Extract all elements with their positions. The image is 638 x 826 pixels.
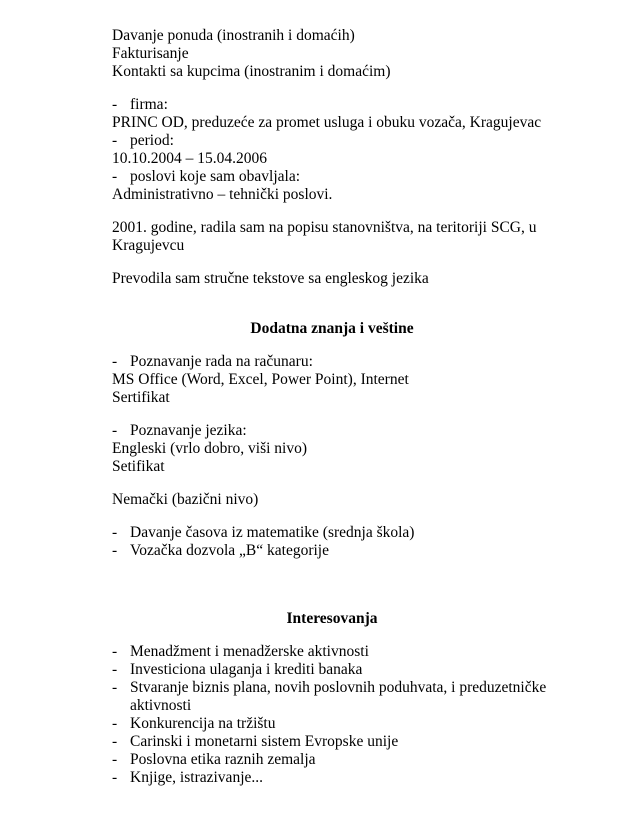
english-cert: Setifikat <box>112 458 165 475</box>
duty-line: Fakturisanje <box>112 45 189 62</box>
computer-label: Poznavanje rada na računaru: <box>130 353 313 370</box>
dash-marker: - <box>112 168 118 185</box>
skill-extra-text: Vozačka dozvola „B“ kategorije <box>130 542 329 559</box>
german-level: Nemački (bazični nivo) <box>112 491 259 508</box>
interest-text: Menadžment i menadžerske aktivnosti <box>130 643 369 660</box>
document-page <box>112 27 612 787</box>
spacer <box>112 407 612 422</box>
dash-marker: - <box>112 96 118 113</box>
list-item <box>112 715 612 733</box>
spacer <box>112 476 612 491</box>
list-item <box>112 643 612 661</box>
computer-label-item <box>112 353 612 371</box>
firma-value: PRINC OD, preduzeće za promet usluga i obuku vozača, Kragujevac <box>112 114 542 131</box>
dash-marker: - <box>112 715 118 732</box>
period-label: period: <box>130 132 174 149</box>
dash-marker: - <box>112 542 118 559</box>
list-item <box>112 733 612 751</box>
section-title-interests: Interesovanja <box>286 610 378 627</box>
interest-text: Stvaranje biznis plana, novih poslovnih poduhvata, i preduzetničke aktivnosti <box>130 679 547 714</box>
dash-marker: - <box>112 524 118 541</box>
dash-marker: - <box>112 769 118 786</box>
interest-text: Carinski i monetarni sistem Evropske unije <box>130 733 399 750</box>
period-label-item <box>112 132 612 150</box>
dash-marker: - <box>112 422 118 439</box>
spacer <box>112 509 612 524</box>
spacer <box>112 204 612 219</box>
english-level: Engleski (vrlo dobro, viši nivo) <box>112 440 308 457</box>
interest-text: Konkurencija na tržištu <box>130 715 276 732</box>
list-item <box>112 769 612 787</box>
list-item <box>112 751 612 769</box>
computer-cert: Sertifikat <box>112 389 170 406</box>
interest-text: Poslovna etika raznih zemalja <box>130 751 316 768</box>
poslovi-label: poslovi koje sam obavljala: <box>130 168 301 185</box>
dash-marker: - <box>112 679 118 696</box>
dash-marker: - <box>112 751 118 768</box>
firma-label: firma: <box>130 96 168 113</box>
spacer <box>112 288 612 320</box>
translation-line: Prevodila sam stručne tekstove sa engleskog jezika <box>112 270 429 287</box>
firma-label-item <box>112 96 612 114</box>
spacer <box>112 81 612 96</box>
section-title-skills: Dodatna znanja i veštine <box>250 320 414 337</box>
list-item <box>112 661 612 679</box>
interest-text: Knjige, istrazivanje... <box>130 769 263 786</box>
list-item <box>112 542 612 560</box>
census-line: 2001. godine, radila sam na popisu stanovništva, na teritoriji SCG, u <box>112 219 537 236</box>
skill-extra-text: Davanje časova iz matematike (srednja škola) <box>130 524 415 541</box>
census-line: Kragujevcu <box>112 237 185 254</box>
dash-marker: - <box>112 643 118 660</box>
duty-line: Davanje ponuda (inostranih i domaćih) <box>112 27 355 44</box>
poslovi-label-item <box>112 168 612 186</box>
poslovi-value: Administrativno – tehnički poslovi. <box>112 186 333 203</box>
computer-value: MS Office (Word, Excel, Power Point), Internet <box>112 371 409 388</box>
duty-line: Kontakti sa kupcima (inostranim i domaćim) <box>112 63 391 80</box>
period-value: 10.10.2004 – 15.04.2006 <box>112 150 267 167</box>
dash-marker: - <box>112 353 118 370</box>
languages-label-item <box>112 422 612 440</box>
spacer <box>112 255 612 270</box>
spacer <box>112 560 612 610</box>
dash-marker: - <box>112 132 118 149</box>
list-item <box>112 524 612 542</box>
dash-marker: - <box>112 661 118 678</box>
dash-marker: - <box>112 733 118 750</box>
interest-text: Investiciona ulaganja i krediti banaka <box>130 661 363 678</box>
spacer <box>112 338 612 353</box>
languages-label: Poznavanje jezika: <box>130 422 247 439</box>
spacer <box>112 628 612 643</box>
list-item <box>112 679 612 715</box>
